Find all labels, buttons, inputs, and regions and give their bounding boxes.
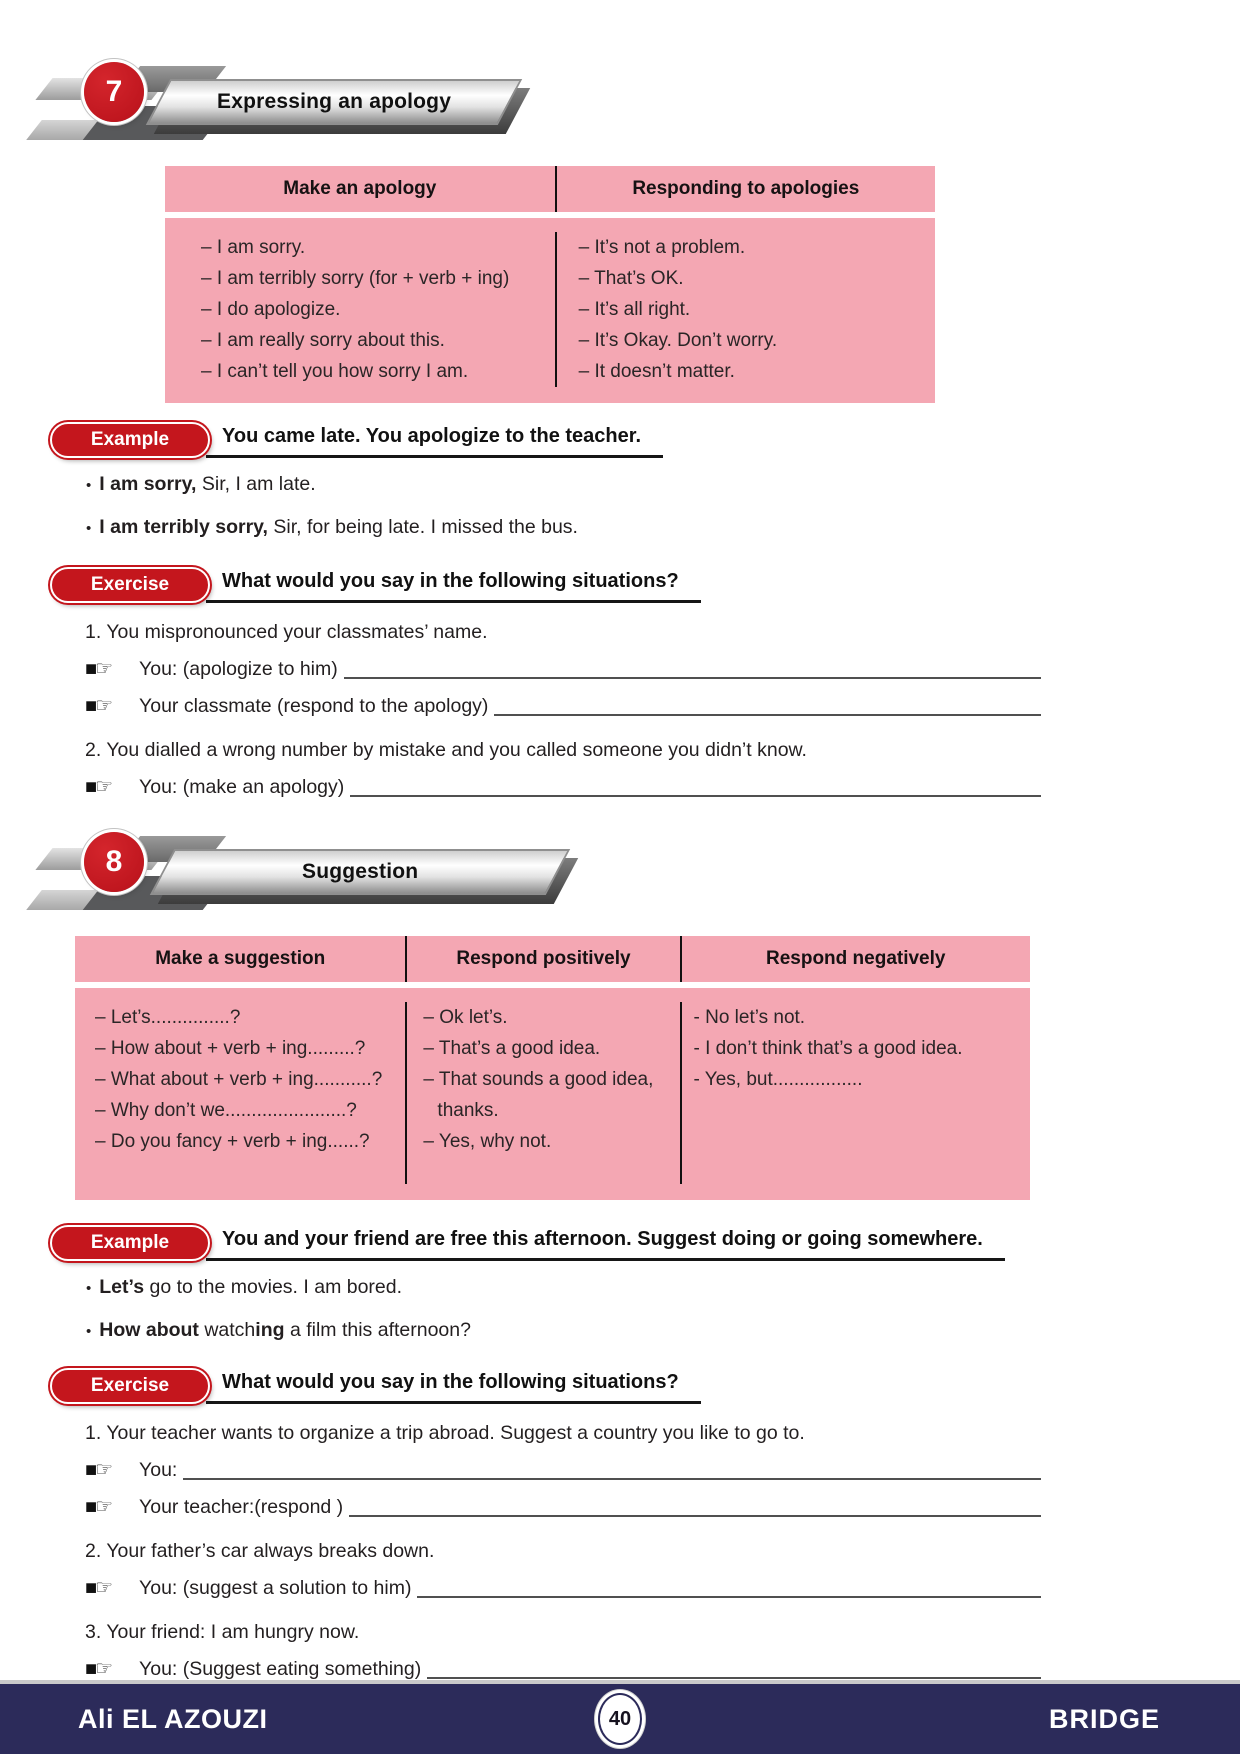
table-cell-line: - No let’s not. <box>693 1007 806 1028</box>
bullet-icon: • <box>86 520 92 537</box>
apology-table <box>165 166 935 403</box>
apology-table-header <box>165 166 935 212</box>
table-cell-line: – I am sorry. <box>201 237 306 258</box>
table-column <box>680 1002 1030 1184</box>
answer-label: Your teacher:(respond ) <box>139 1496 344 1518</box>
footer-brand: BRIDGE <box>1048 1703 1160 1734</box>
exercise-heading <box>50 1367 1240 1404</box>
example-title: You came late. You apologize to the teacher. <box>206 421 663 458</box>
answer-blank-line <box>183 1461 1041 1481</box>
answer-blank-line <box>350 778 1041 798</box>
section-7-title: Expressing an apology <box>216 90 452 113</box>
example-heading <box>50 1224 1240 1261</box>
table-cell-line: - Yes, but................. <box>693 1069 863 1090</box>
answer-label: You: (apologize to him) <box>139 658 338 680</box>
table-column <box>75 1002 405 1184</box>
table-cell-line: – Ok let’s. <box>423 1007 508 1028</box>
footer-author: Ali EL AZOUZI <box>78 1703 268 1734</box>
table-cell-line: – That’s a good idea. <box>423 1038 601 1059</box>
table-column <box>405 1002 679 1184</box>
exercise-title: What would you say in the following situations? <box>206 566 701 603</box>
example-bullet <box>86 512 1240 544</box>
bullet-text: watch <box>198 1319 256 1341</box>
page-number-badge: 40 <box>598 1693 642 1745</box>
exercise-badge: Exercise <box>50 1368 210 1404</box>
table-cell-line: - I don’t think that’s a good idea. <box>693 1038 963 1059</box>
table-cell-line: – I can’t tell you how sorry I am. <box>201 361 469 382</box>
bullet-bold-text: I am sorry, <box>99 473 197 495</box>
exercise-badge: Exercise <box>50 567 210 603</box>
table-cell-line: – It doesn’t matter. <box>578 361 735 382</box>
top-margin <box>0 0 1240 62</box>
suggestion-table-header <box>75 936 1030 982</box>
bullet-text: Sir, for being late. I missed the bus. <box>267 516 578 538</box>
exercise-item: 1. You mispronounced your classmates’ name. <box>85 621 488 643</box>
answer-row <box>85 1492 1041 1522</box>
section-7-header <box>38 62 1240 146</box>
section-title-banner <box>146 79 522 125</box>
answer-label: You: (suggest a solution to him) <box>139 1577 412 1599</box>
table-column <box>555 232 935 387</box>
table-header-cell: Responding to apologies <box>555 166 935 212</box>
table-cell-line: – It’s not a problem. <box>578 237 746 258</box>
answer-label: You: (make an apology) <box>139 776 345 798</box>
table-cell-line: – That sounds a good idea, <box>423 1069 654 1090</box>
answer-blank-line <box>344 660 1041 680</box>
table-header-cell: Make an apology <box>283 178 437 199</box>
example-badge: Example <box>50 422 210 458</box>
exercise-title: What would you say in the following situations? <box>206 1367 701 1404</box>
table-header-cell: Make a suggestion <box>155 948 326 969</box>
answer-row <box>85 691 1041 721</box>
table-cell-line: – I am terribly sorry (for + verb + ing) <box>201 268 510 289</box>
table-cell-line: – Why don’t we.......................? <box>95 1100 357 1121</box>
table-cell-line: – I do apologize. <box>201 299 341 320</box>
answer-label: You: (Suggest eating something) <box>139 1658 422 1680</box>
example-title: You and your friend are free this afternoon. Suggest doing or going somewhere. <box>206 1224 1005 1261</box>
table-cell-line: – How about + verb + ing.........? <box>95 1038 366 1059</box>
bullet-text: a film this afternoon? <box>284 1319 471 1341</box>
table-cell-line: – I am really sorry about this. <box>201 330 445 351</box>
section-title-banner <box>150 849 570 895</box>
table-header-cell: Respond positively <box>405 936 679 982</box>
pointer-hand-icon: ■☞ <box>85 1577 112 1599</box>
answer-label: You: <box>139 1459 178 1481</box>
example-heading <box>50 421 1240 458</box>
pointer-hand-icon: ■☞ <box>85 776 112 798</box>
answer-row <box>85 1455 1041 1485</box>
bullet-bold-text: Let’s <box>99 1276 145 1298</box>
exercise-heading <box>50 566 1240 603</box>
answer-label: Your classmate (respond to the apology) <box>139 695 489 717</box>
pointer-hand-icon: ■☞ <box>85 1496 112 1518</box>
exercise-item: 3. Your friend: I am hungry now. <box>85 1621 360 1643</box>
suggestion-table <box>75 936 1030 1200</box>
pointer-hand-icon: ■☞ <box>85 695 112 717</box>
bullet-text: go to the movies. I am bored. <box>144 1276 403 1298</box>
pointer-hand-icon: ■☞ <box>85 658 112 680</box>
answer-blank-line <box>494 697 1041 717</box>
table-cell-line: thanks. <box>437 1100 499 1121</box>
exercise-item: 1. Your teacher wants to organize a trip abroad. Suggest a country you like to go to. <box>85 1422 805 1444</box>
section-7-number-circle: 7 <box>84 62 144 122</box>
bullet-bold-text: I am terribly sorry, <box>99 516 268 538</box>
bullet-text: Sir, I am late. <box>196 473 316 495</box>
page-footer <box>0 1680 1240 1754</box>
example-badge: Example <box>50 1225 210 1261</box>
apology-table-body <box>165 218 935 403</box>
bullet-bold-text: ing <box>255 1319 285 1341</box>
suggestion-table-body <box>75 988 1030 1200</box>
answer-blank-line <box>417 1579 1041 1599</box>
section-8-header <box>38 832 1240 916</box>
table-cell-line: – Let’s...............? <box>95 1007 241 1028</box>
example-bullet <box>86 1315 1240 1347</box>
bullet-icon: • <box>86 477 92 494</box>
bullet-bold-text: How about <box>99 1319 199 1341</box>
bullet-icon: • <box>86 1280 92 1297</box>
section-8-number-circle: 8 <box>84 832 144 892</box>
pointer-hand-icon: ■☞ <box>85 1459 112 1481</box>
section-8-title: Suggestion <box>301 860 419 883</box>
table-cell-line: – Do you fancy + verb + ing......? <box>95 1131 370 1152</box>
table-cell-line: – It’s Okay. Don’t worry. <box>578 330 778 351</box>
pointer-hand-icon: ■☞ <box>85 1658 112 1680</box>
answer-row <box>85 772 1041 802</box>
exercise-item: 2. Your father’s car always breaks down. <box>85 1540 435 1562</box>
table-cell-line: – It’s all right. <box>578 299 691 320</box>
table-cell-line: – That’s OK. <box>578 268 684 289</box>
answer-blank-line <box>427 1660 1041 1680</box>
exercise-item: 2. You dialled a wrong number by mistake and you called someone you didn’t know. <box>85 739 807 761</box>
table-column <box>165 232 555 387</box>
table-cell-line: – What about + verb + ing...........? <box>95 1069 383 1090</box>
example-bullet <box>86 469 1240 501</box>
section-gap <box>0 802 1240 832</box>
answer-row <box>85 1573 1041 1603</box>
table-cell-line: – Yes, why not. <box>423 1131 552 1152</box>
example-bullet <box>86 1272 1240 1304</box>
answer-row <box>85 654 1041 684</box>
answer-blank-line <box>349 1498 1041 1518</box>
table-header-cell: Respond negatively <box>680 936 1030 982</box>
bullet-icon: • <box>86 1323 92 1340</box>
